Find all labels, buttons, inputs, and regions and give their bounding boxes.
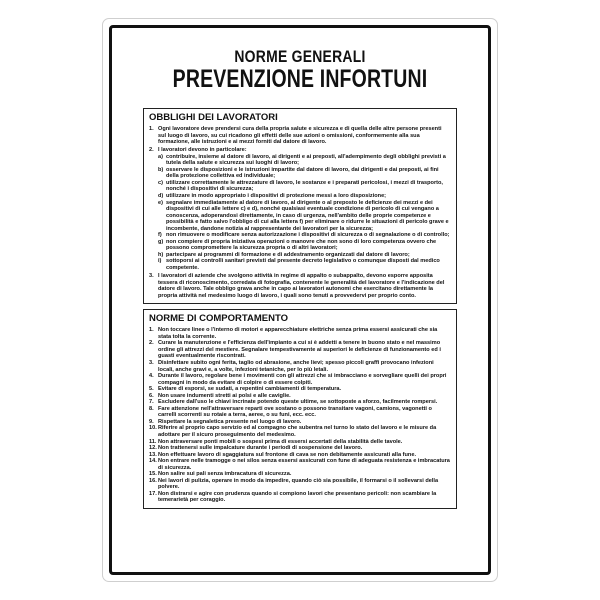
item-text: Durante il lavoro, regolare bene i movimenti con gli attrezzi che si imbracciano e sorvegliare quelli dei propri compagni in modo da evitare di colpire o di essere colpiti. [158, 373, 447, 386]
comportamento-item [149, 406, 451, 419]
obblighi-sub-i [158, 258, 451, 271]
item-number: 6. [149, 392, 154, 399]
obblighi-sub-c [158, 180, 451, 193]
sub-text: sottoporsi ai controlli sanitari previsti dal presente decreto legislativo o comunque disposti dal medico competente. [166, 258, 440, 271]
item-number: 4. [149, 373, 154, 380]
sub-letter: d) [158, 192, 164, 199]
comportamento-item [149, 360, 451, 373]
item-number: 7. [149, 399, 154, 406]
sub-text: utilizzare in modo appropriato i dispositivi di protezione messi a loro disposizione; [166, 192, 387, 199]
item-number: 15. [149, 471, 157, 478]
obblighi-section [143, 108, 457, 304]
sign-content [143, 108, 457, 509]
comportamento-item [149, 425, 451, 438]
item-number: 12. [149, 445, 157, 452]
sub-text: osservare le disposizioni e le istruzioni impartite dal datore di lavoro, dai dirigenti e dai preposti, ai fini della protezione collettiva ed individuale; [166, 166, 439, 180]
sub-text: utilizzare correttamente le attrezzature di lavoro, le sostanze e i preparati pericolosi, i mezzi di trasporto, nonché i dispositivi di sicurezza; [166, 179, 443, 193]
obblighi-sub-g [158, 239, 451, 252]
item-number: 2. [149, 147, 154, 154]
item-text: Nei lavori di pulizia, operare in modo da impedire, quando ciò sia possibile, il formarsi o il sollevarsi della polvere. [158, 477, 439, 491]
item-text: Non attraversare ponti mobili o sospesi prima di essersi accertati della stabilità delle tavole. [158, 438, 403, 445]
sub-letter: g) [158, 238, 164, 245]
sub-text: contribuire, insieme al datore di lavoro, ai dirigenti e ai preposti, all'adempimento degli obblighi previsti a tutela della salute e sicurezza sui luoghi di lavoro; [166, 153, 446, 167]
item-text: Evitare di esporsi, se sudati, a repentini cambiamenti di temperatura. [158, 386, 342, 393]
comportamento-title: NORME DI COMPORTAMENTO [149, 313, 288, 325]
item-text: Rispettare la segnaletica presente nel luogo di lavoro. [158, 418, 302, 425]
sub-letter: e) [158, 199, 163, 206]
sub-letter: a) [158, 153, 163, 160]
sub-letter: h) [158, 251, 164, 258]
item-text: Non trattenersi sulle impalcature durante i periodi di sospensione del lavoro. [158, 445, 363, 452]
sub-letter: b) [158, 166, 164, 173]
item-text: Non salire sui pali senza imbracatura di sicurezza. [158, 471, 292, 478]
item-text: Curare la manutenzione e l'efficienza dell'impianto a cui si è addetti a tenere in buono stato e nel massimo ordine gli attrezzi del mestiere. Segnalare tempestivamente ai superiori le deficienze di funzionamento ed i guasti eventualmente riscontrati. [158, 340, 441, 360]
obblighi-sub-a [158, 154, 451, 167]
obblighi-sub-b [158, 167, 451, 180]
sub-letter: c) [158, 179, 163, 186]
item-number: 16. [149, 477, 157, 484]
obblighi-item-3 [149, 273, 451, 299]
item-text: Non usare indumenti stretti ai polsi e alle caviglie. [158, 392, 291, 399]
sign-title: PREVENZIONE INFORTUNI [172, 65, 428, 93]
item-text: Ogni lavoratore deve prendersi cura della propria salute e sicurezza e di quella delle altre persone presenti sul luogo di lavoro, su cui ricadono gli effetti delle sue azioni o omissioni, conformemente alla sua formazione, alle istruzioni e ai mezzi forniti dal datore di lavoro. [158, 126, 442, 146]
sub-letter: i) [158, 258, 162, 265]
item-text: I lavoratori di aziende che svolgono attività in regime di appalto o subappalto, devono esporre apposita tessera di riconoscimento, corredata di fotografia, contenente le generalità del lavoratore e l'indicazione del datore di lavoro. Tale obbligo grava anche in capo ai lavoratori autonomi che esercitano direttamente la propria attività nel medesimo luogo di lavoro, i quali sono tenuti a provvedervi per proprio conto. [158, 273, 445, 299]
comportamento-item [149, 458, 451, 471]
comportamento-item [149, 373, 451, 386]
comportamento-item [149, 340, 451, 360]
item-text: Disinfettare subito ogni ferita, taglio od abrasione, anche lievi; spesso piccoli graffi provocano infezioni locali, anche gravi e, a volte, infezioni tetaniche, per lo più letali. [158, 359, 434, 373]
item-number: 8. [149, 405, 154, 412]
sign-subtitle: NORME GENERALI [234, 47, 366, 66]
item-text: Non toccare linee o l'interno di motori e apparecchiature elettriche senza prima essersi assicurati che sia stata tolta la corrente. [158, 327, 438, 340]
item-text: Non effettuare lavoro di sgaggiatura sul frontone di cava se non debitamente assicurati alla fune. [158, 451, 416, 458]
obblighi-item-1 [149, 126, 451, 146]
comportamento-item [149, 327, 451, 340]
item-number: 9. [149, 418, 154, 425]
comportamento-item [149, 491, 451, 504]
item-text: Non entrare nelle tramogge o nei silos senza essersi assicurati con fune di adeguata resistenza e imbracatura di sicurezza. [158, 458, 450, 471]
item-number: 2. [149, 340, 154, 347]
item-number: 1. [149, 327, 154, 334]
sub-letter: f) [158, 232, 162, 239]
item-number: 5. [149, 386, 154, 393]
item-number: 13. [149, 451, 157, 458]
sub-text: non rimuovere o modificare senza autorizzazione i dispositivi di sicurezza o di segnalazione o di controllo; [166, 232, 450, 239]
item-text: Non distrarsi e agire con prudenza quando si compiono lavori che presentano pericoli: non scambiare la temerarietà per coraggio. [158, 490, 437, 504]
item-number: 11. [149, 438, 157, 445]
item-number: 3. [149, 359, 154, 366]
comportamento-item [149, 478, 451, 491]
comportamento-section [143, 309, 457, 509]
safety-sign [102, 18, 498, 582]
sub-text: partecipare ai programmi di formazione e di addestramento organizzati dal datore di lavoro; [166, 251, 410, 258]
item-text: I lavoratori devono in particolare: [158, 147, 247, 154]
item-text: Escludere dall'uso le chiavi incrinate potendo queste ultime, se sottoposte a sforzo, facilmente rompersi. [158, 399, 438, 406]
item-number: 3. [149, 273, 154, 280]
item-number: 14. [149, 458, 157, 465]
sub-text: segnalare immediatamente al datore di lavoro, al dirigente o al preposto le deficienze dei mezzi e dei dispositivi di cui alle lettere c) e d), nonché qualsiasi eventuale condizione di pericolo di cui vengano a conoscenza, adoperandosi direttamente, in caso di urgenza, nell'ambito delle proprie competenze e possibilità e fatto salvo l'obbligo di cui alla lettera f) per eliminare o ridurre le situazioni di pericolo grave e incombente, dandone notizia al rappresentante dei lavoratori per la sicurezza; [166, 199, 449, 232]
item-number: 1. [149, 126, 154, 132]
obblighi-title: OBBLIGHI DEI LAVORATORI [149, 112, 278, 123]
item-text: Riferire al proprio capo servizio ed al compagno che subentra nel turno lo stato del lavoro e le misure da adottare per il sicuro proseguimento del medesimo. [158, 425, 437, 438]
item-number: 10. [149, 425, 157, 432]
item-text: Fare attenzione nell'attraversare reparti ove sostano o possono transitare vagoni, camions, vagonetti o carrelli scorrenti su rotaie a terra, aeree, o su funi, ecc. ecc. [158, 405, 432, 419]
item-number: 17. [149, 490, 157, 497]
obblighi-sub-e [158, 200, 451, 233]
sub-text: non compiere di propria iniziativa operazioni o manovre che non sono di loro competenza ovvero che possono compromettere la sicurezza propria o di altri lavoratori; [166, 238, 437, 252]
